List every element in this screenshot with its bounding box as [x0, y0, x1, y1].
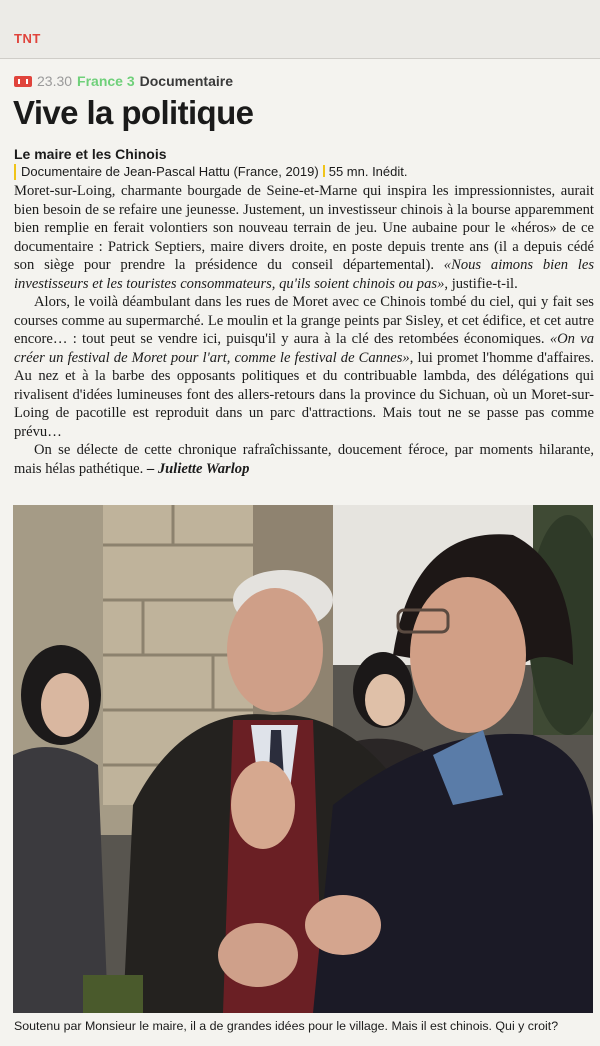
article-paragraph-2: Alors, le voilà déambulant dans les rues de Moret avec ce Chinois tombé du ciel, qui y fait ses courses comme au supermarché. Le moulin et la grange peints par Sisley, et cet édifice, et cet autre encore… : tout peut se vendre ici, puisqu'il y aura à la clé des retombées économiques. «On va créer un festival de Moret pour l'art, comme le festival de Cannes», lui promet l'homme d'affaires. Au nez et à la barbe des opposants politiques et du contribuable lambda, des délégations qui rivalisent d'idées lumineuses font des allers-retours dans la province du Sichuan, où un Moret-sur-Loing de pacotille est reproduit dans un parc d'attractions. Mais tout ne se passe pas comme prévu…: [14, 294, 594, 440]
article-paragraph-3: On se délecte de cette chronique rafraîchissante, doucement féroce, par moments hilarante, mais hélas pathétique. – Juliette Warlop: [14, 442, 594, 477]
credits-duration: 55 mn. Inédit.: [328, 164, 408, 179]
program-title: Vive la politique: [13, 94, 254, 131]
article-photo: [13, 505, 593, 1013]
tv-icon: [14, 76, 32, 87]
broadcast-time: 23.30: [37, 73, 73, 89]
quote-mayor: «Nous aimons bien les investisseurs et les touristes consommateurs, qu'ils soient chinois ou pas»: [14, 257, 595, 292]
credits-main: Documentaire de Jean-Pascal Hattu (France, 2019): [21, 164, 319, 179]
header-strip: [0, 0, 600, 59]
listing-meta: [14, 73, 233, 89]
credits-line: [14, 164, 408, 180]
channel-name: France 3: [77, 73, 135, 89]
genre-label: Documentaire: [139, 73, 233, 89]
article-body: [14, 182, 594, 478]
article-paragraph-1: Moret-sur-Loing, charmante bourgade de Seine-et-Marne qui inspira les impressionnistes, aurait bien besoin de se refaire une jeunesse. Justement, un investisseur chinois à la bourse apparemment bien remplie en ferait volontiers son nouveau terrain de jeu. Une aubaine pour le «héros» de ce documentaire : Patrick Septiers, maire divers droite, en poste depuis trente ans (il a depuis cédé son siège pour prendre la présidence du conseil départemental). «Nous aimons bien les investisseurs et les touristes consommateurs, qu'ils soient chinois ou pas», justifie-t-il.: [14, 183, 595, 292]
photo-caption: Soutenu par Monsieur le maire, il a de grandes idées pour le village. Mais il est chinois. Qui y croit?: [14, 1019, 559, 1033]
section-label: TNT: [14, 31, 41, 46]
article-author: – Juliette Warlop: [146, 460, 250, 477]
photo-illustration: [13, 505, 593, 1013]
episode-subtitle: Le maire et les Chinois: [14, 146, 167, 162]
credits-separator: [323, 165, 325, 177]
quote-investor: «On va créer un festival de Moret pour l'art, comme le festival de Cannes»: [14, 331, 594, 366]
